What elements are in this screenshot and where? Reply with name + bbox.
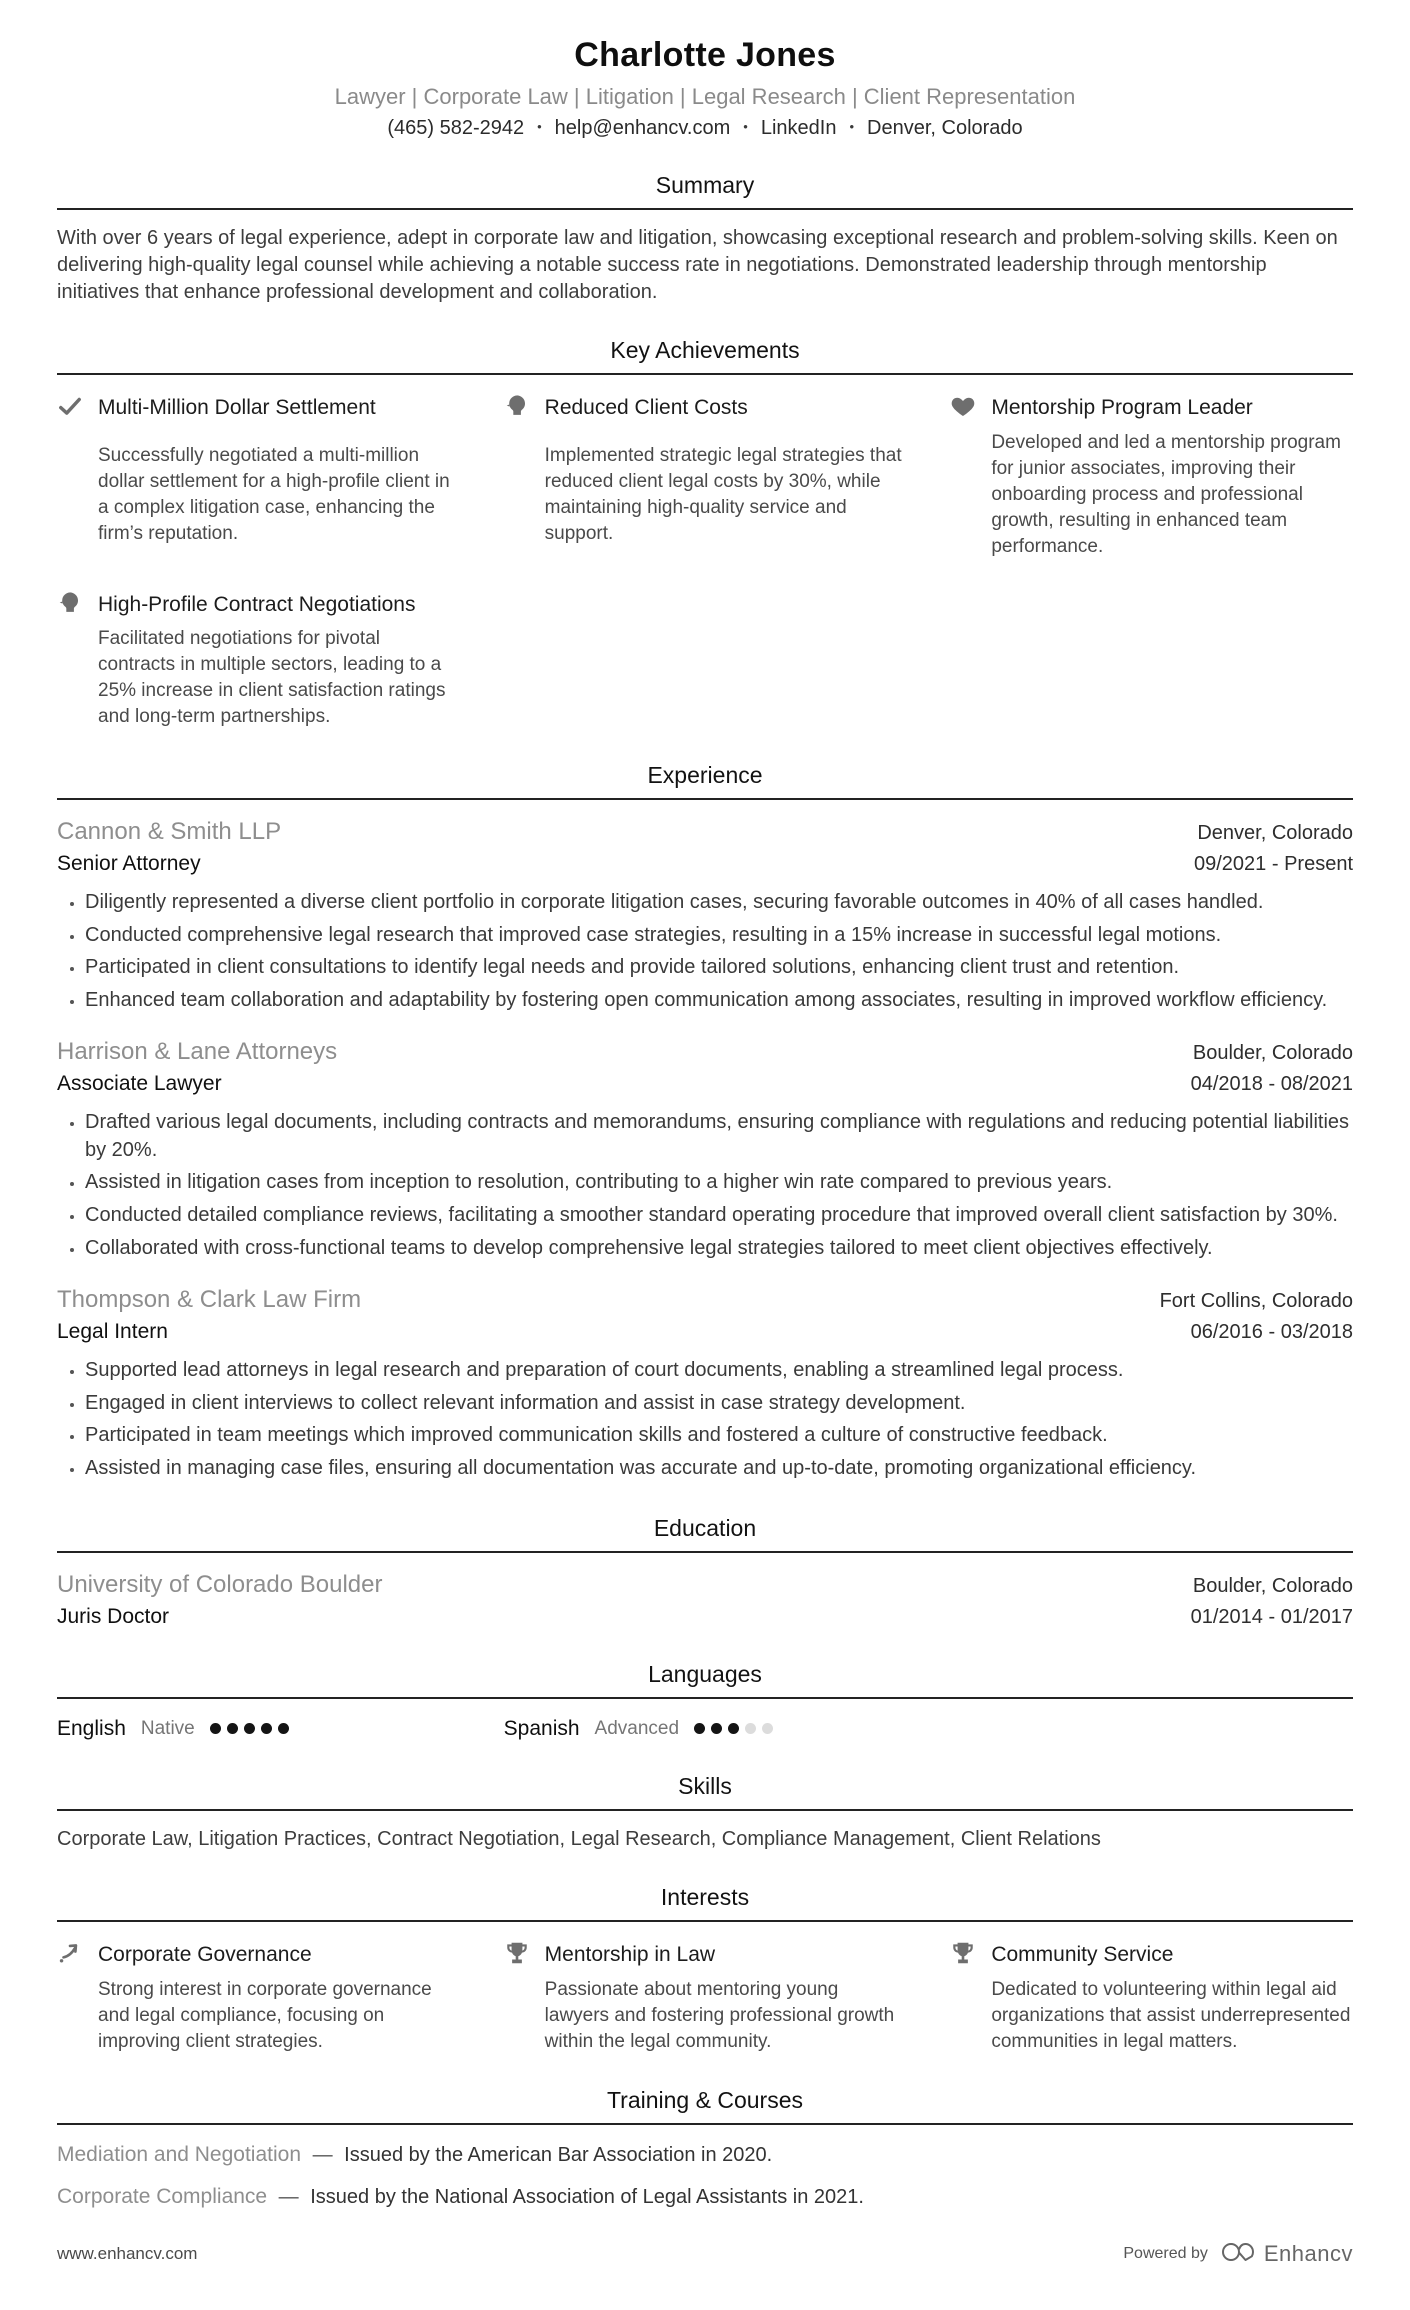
- section-interests: [57, 1884, 1353, 2054]
- course-item: [57, 2143, 1353, 2167]
- enhancv-logo-icon: [1220, 2239, 1256, 2270]
- interest-title: Community Service: [991, 1943, 1174, 1967]
- experience-entry: [57, 1038, 1353, 1262]
- job-dates: 04/2018 - 08/2021: [1190, 1073, 1353, 1096]
- achievement-item: [950, 393, 1353, 559]
- education-dates: 01/2014 - 01/2017: [1190, 1605, 1353, 1628]
- section-experience: [57, 762, 1353, 1483]
- dot-filled: [261, 1723, 272, 1734]
- job-bullets: [57, 1357, 1353, 1482]
- proficiency-dots: [694, 1723, 773, 1734]
- interest-item: [504, 1940, 907, 2054]
- section-skills: [57, 1773, 1353, 1853]
- section-divider: [57, 1920, 1353, 1922]
- bullet-item: • Assisted in litigation cases from inception to resolution, contributing to a higher win rate compared to previous years.: [85, 1169, 1353, 1197]
- interest-item: [57, 1940, 460, 2054]
- dot-separator: •: [849, 119, 855, 134]
- dot-filled: [728, 1723, 739, 1734]
- section-title: Education: [653, 1514, 757, 1541]
- section-divider: [57, 2123, 1353, 2125]
- section-summary: [57, 172, 1353, 305]
- section-languages: [57, 1661, 1353, 1741]
- dash-separator: —: [278, 2185, 299, 2208]
- contact-line: [57, 117, 1353, 140]
- resume-header: [57, 36, 1353, 140]
- interest-text: Dedicated to volunteering within legal aid organizations that assist underrepresented communities in legal matters.: [991, 1978, 1351, 2052]
- language-item: [57, 1717, 460, 1741]
- dot-separator: •: [743, 119, 748, 134]
- job-title: Associate Lawyer: [57, 1072, 222, 1096]
- bullet-item: • Collaborated with cross-functional teams to develop comprehensive legal strategies tailored to meet client objectives effectively.: [85, 1235, 1353, 1263]
- trophy-icon: [950, 1940, 976, 1966]
- course-detail: Issued by the American Bar Association in 2020.: [344, 2143, 773, 2166]
- interest-item: [950, 1940, 1353, 2054]
- bullet-item: • Drafted various legal documents, including contracts and memorandums, ensuring compliance with regulations and reducing potential liabilities by 20%.: [85, 1109, 1353, 1164]
- skills-text: Corporate Law, Litigation Practices, Contract Negotiation, Legal Research, Compliance Management, Client Relations: [57, 1827, 1101, 1850]
- achievement-item: [57, 393, 460, 559]
- section-title: Key Achievements: [610, 337, 800, 364]
- page-footer: [0, 2209, 1410, 2310]
- interest-text: Strong interest in corporate governance and legal compliance, focusing on improving client strategies.: [98, 1978, 432, 2052]
- section-title: Summary: [655, 172, 755, 198]
- dot-filled: [711, 1723, 722, 1734]
- job-location: Fort Collins, Colorado: [1159, 1290, 1353, 1313]
- achievement-title: Multi-Million Dollar Settlement: [98, 396, 376, 420]
- dot-filled: [694, 1723, 705, 1734]
- company-name: Thompson & Clark Law Firm: [57, 1286, 362, 1314]
- section-title: Interests: [660, 1884, 750, 1911]
- bullet-item: • Participated in client consultations to identify legal needs and provide tailored solutions, enhancing client trust and retention.: [85, 954, 1353, 982]
- mind-icon: [504, 393, 530, 419]
- job-title: Legal Intern: [57, 1320, 168, 1344]
- dot-empty: [762, 1723, 773, 1734]
- job-dates: 09/2021 - Present: [1194, 852, 1353, 875]
- candidate-name: Charlotte Jones: [574, 36, 836, 74]
- section-divider: [57, 1697, 1353, 1699]
- language-level: Native: [140, 1717, 195, 1739]
- language-level: Advanced: [594, 1717, 680, 1739]
- email-address: help@enhancv.com: [554, 117, 731, 139]
- education-entry: [57, 1571, 1353, 1629]
- enhancv-site-link[interactable]: www.enhancv.com: [57, 2244, 198, 2264]
- course-name: Corporate Compliance: [57, 2184, 268, 2208]
- section-divider: [57, 208, 1353, 210]
- achievement-title: High-Profile Contract Negotiations: [98, 592, 416, 616]
- job-location: Boulder, Colorado: [1192, 1042, 1353, 1065]
- check-icon: [57, 393, 83, 419]
- section-divider: [57, 373, 1353, 375]
- dot-filled: [210, 1723, 221, 1734]
- achievement-text: Implemented strategic legal strategies that reduced client legal costs by 30%, while maintaining high-quality service and support.: [544, 444, 902, 544]
- dot-filled: [227, 1723, 238, 1734]
- dot-empty: [745, 1723, 756, 1734]
- dot-filled: [278, 1723, 289, 1734]
- section-achievements: [57, 337, 1353, 730]
- bullet-item: • Conducted detailed compliance reviews, facilitating a smoother standard operating procedure that improved overall client satisfaction by 30%.: [85, 1202, 1353, 1230]
- section-divider: [57, 798, 1353, 800]
- job-bullets: [57, 889, 1353, 1014]
- trophy-icon: [504, 1940, 530, 1966]
- heart-icon: [950, 393, 976, 419]
- growth-arrow-icon: [57, 1940, 83, 1966]
- achievement-title: Reduced Client Costs: [544, 396, 748, 420]
- dash-separator: —: [312, 2143, 333, 2166]
- school-name: University of Colorado Boulder: [57, 1570, 383, 1598]
- section-title: Training & Courses: [606, 2086, 803, 2113]
- powered-by-label: Powered by: [1123, 2245, 1208, 2263]
- job-dates: 06/2016 - 03/2018: [1190, 1321, 1353, 1344]
- enhancv-wordmark: Enhancv: [1263, 2241, 1353, 2267]
- experience-entry: [57, 1286, 1353, 1482]
- education-location: Boulder, Colorado: [1192, 1574, 1353, 1597]
- language-name: Spanish: [503, 1716, 580, 1740]
- bullet-item: • Diligently represented a diverse client portfolio in corporate litigation cases, securing favorable outcomes in 40% of all cases handled.: [85, 889, 1353, 917]
- language-item: [504, 1717, 907, 1741]
- interest-title: Mentorship in Law: [544, 1943, 716, 1967]
- job-title: Senior Attorney: [57, 851, 201, 875]
- section-title: Experience: [647, 761, 763, 788]
- bullet-item: • Supported lead attorneys in legal research and preparation of court documents, enabling a streamlined legal process.: [85, 1357, 1353, 1385]
- company-name: Cannon & Smith LLP: [57, 817, 282, 845]
- section-title: Skills: [678, 1772, 732, 1799]
- achievement-text: Developed and led a mentorship program for junior associates, improving their onboarding process and professional growth, resulting in enhanced team performance.: [991, 431, 1341, 557]
- interest-text: Passionate about mentoring young lawyers and fostering professional growth within the legal community.: [544, 1978, 895, 2052]
- achievement-title: Mentorship Program Leader: [991, 396, 1253, 420]
- achievements-grid: [57, 393, 1353, 730]
- location-text: Denver, Colorado: [867, 117, 1023, 139]
- dot-filled: [244, 1723, 255, 1734]
- bullet-item: • Conducted comprehensive legal research that improved case strategies, resulting in a 15% increase in successful legal motions.: [85, 922, 1353, 950]
- section-training: [57, 2087, 1353, 2209]
- course-name: Mediation and Negotiation: [57, 2142, 302, 2166]
- course-detail: Issued by the National Association of Legal Assistants in 2021.: [310, 2185, 864, 2208]
- bullet-item: • Participated in team meetings which improved communication skills and fostered a culture of constructive feedback.: [85, 1422, 1353, 1450]
- languages-grid: [57, 1717, 1353, 1741]
- phone-number: (465) 582-2942: [387, 117, 525, 139]
- section-divider: [57, 1551, 1353, 1553]
- achievement-text: Successfully negotiated a multi-million dollar settlement for a high-profile client in a complex litigation case, enhancing the firm’s reputation.: [98, 444, 450, 544]
- bullet-item: • Assisted in managing case files, ensuring all documentation was accurate and up-to-date, promoting organizational efficiency.: [85, 1455, 1353, 1483]
- section-education: [57, 1515, 1353, 1629]
- powered-by[interactable]: [1123, 2239, 1353, 2270]
- interests-grid: [57, 1940, 1353, 2054]
- mind-icon: [57, 590, 83, 616]
- headline: Lawyer | Corporate Law | Litigation | Legal Research | Client Representation: [334, 84, 1076, 109]
- company-name: Harrison & Lane Attorneys: [57, 1038, 338, 1066]
- achievement-item: [504, 393, 907, 559]
- proficiency-dots: [210, 1723, 289, 1734]
- dot-separator: •: [537, 119, 542, 134]
- bullet-item: • Enhanced team collaboration and adaptability by fostering open communication among associates, resulting in improved workflow efficiency.: [85, 987, 1353, 1015]
- summary-text: With over 6 years of legal experience, adept in corporate law and litigation, showcasing exceptional research and problem-solving skills. Keen on delivering high-quality legal counsel while achieving a notable success rate in negotiations. Demonstrated leadership through mentorship initiatives that enhance professional development and collaboration.: [57, 227, 1338, 303]
- language-name: English: [57, 1716, 126, 1740]
- section-title: Languages: [648, 1660, 762, 1687]
- interest-title: Corporate Governance: [98, 1943, 312, 1967]
- achievement-item: [57, 590, 460, 730]
- bullet-item: • Engaged in client interviews to collect relevant information and assist in case strategy development.: [85, 1390, 1353, 1418]
- job-bullets: [57, 1109, 1353, 1262]
- experience-entry: [57, 818, 1353, 1014]
- degree-name: Juris Doctor: [57, 1604, 170, 1628]
- achievement-text: Facilitated negotiations for pivotal contracts in multiple sectors, leading to a 25% increase in client satisfaction ratings and long-term partnerships.: [98, 627, 446, 727]
- course-item: [57, 2185, 1353, 2209]
- linkedin-link[interactable]: LinkedIn: [760, 117, 837, 139]
- section-divider: [57, 1809, 1353, 1811]
- job-location: Denver, Colorado: [1197, 821, 1353, 844]
